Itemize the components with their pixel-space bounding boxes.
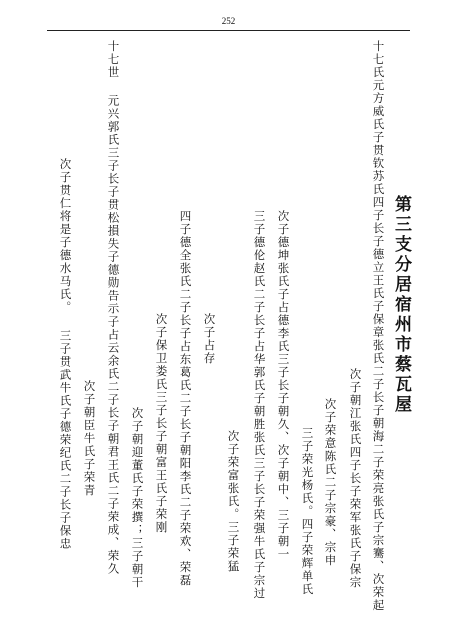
section-title: 第三支分居宿州市蔡瓦屋 bbox=[391, 195, 411, 415]
text-column: 次子朝江张氏四子长子荣军张氏子保宗 bbox=[348, 368, 363, 589]
text-column: 次子朝迎董氏子荣撰；三子朝干 bbox=[130, 407, 145, 589]
text-column: 三子荣光杨氏。四子荣辉单氏 bbox=[300, 427, 315, 596]
text-column: 次子德坤张氏子占德李氏三子长子朝久、次子朝中、三子朝一 bbox=[276, 210, 291, 561]
text-column: 次子占存 bbox=[202, 313, 217, 365]
text-column: 十七氏元方威氏子贯钦苏氏四子长子德立王氏子保章张氏二子长子朝海二子荣亮张氏子宗騫、次荣起 bbox=[371, 40, 386, 612]
text-column: 次子荣富张氏。三子荣猛 bbox=[226, 430, 241, 573]
page-number: 252 bbox=[221, 16, 236, 26]
text-column: 次子荣意陈氏二子宗豪、宗申 bbox=[323, 398, 338, 567]
text-column: 次子朝臣牛氏子荣青 bbox=[82, 380, 97, 497]
text-column: 次子保卫娄氏三子长子朝富王氏子荣刚 bbox=[154, 313, 169, 534]
header-rule bbox=[47, 30, 410, 31]
text-column: 四子德全张氏二子长子占东葛氏二子长子朝阳李氏二子荣欢、荣磊 bbox=[178, 210, 193, 587]
text-column: 十七世 元兴郭氏三子长子贯松損失子德勋告示子占云余氏二子长子朝君王氏二子荣成、荣久 bbox=[106, 40, 121, 576]
text-column: 次子贯仁将是子德水马氏。 三子贯武牛氏子德荣纪氏二子长子保忠 bbox=[58, 158, 73, 551]
text-column: 三子德伦赵氏二子长子占华郭氏子朝胜张氏三子长子荣强牛氏子宗过 bbox=[252, 210, 267, 600]
